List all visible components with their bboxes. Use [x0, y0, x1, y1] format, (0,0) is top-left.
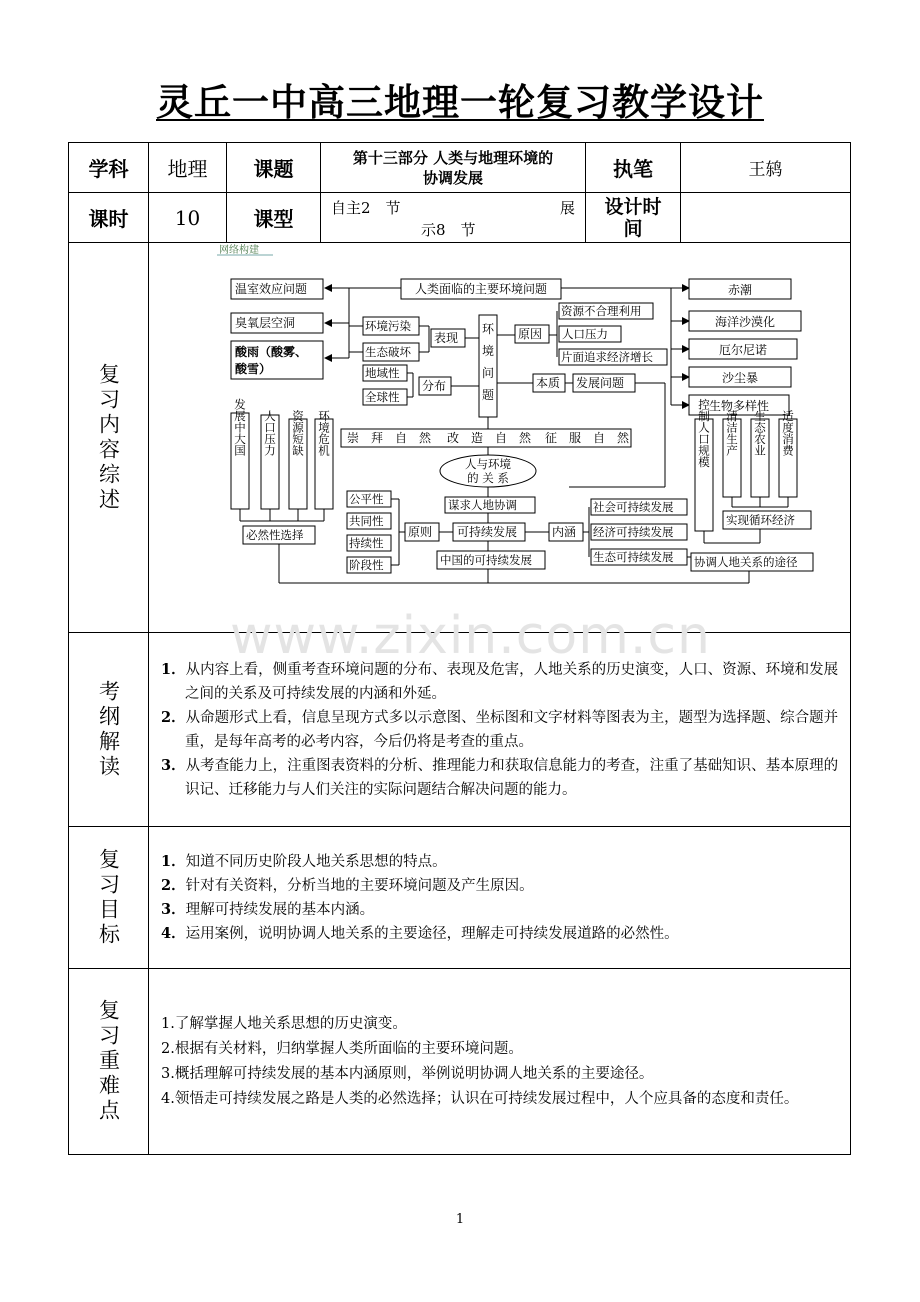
- syllabus-row: [69, 633, 851, 827]
- sandstorm-text: 沙尘暴: [721, 371, 759, 385]
- goals-cell: [149, 827, 851, 969]
- eco-damage-text: 生态破坏: [365, 345, 411, 359]
- goals-list: [149, 850, 850, 946]
- stage-3-text: 征 服 自 然: [545, 431, 630, 445]
- principle-item-3-text: 持续性: [349, 536, 384, 550]
- pollution-text: 环境污染: [365, 319, 411, 333]
- goal-num-1: 1．: [161, 852, 186, 870]
- subject-label: 学科: [69, 143, 149, 193]
- main-env-problems-text: 人类面临的主要环境问题: [414, 282, 548, 296]
- acid-rain-text1: 酸雨（酸雾、: [235, 345, 308, 359]
- goals-label: 复习目标: [96, 847, 121, 948]
- goal-item-2: [161, 874, 840, 898]
- key-points-row: [69, 969, 851, 1155]
- env-issue-char-2: 境: [481, 344, 495, 358]
- factor-3-text: 资源短缺: [291, 410, 305, 456]
- design-time-value: [681, 193, 851, 243]
- goals-row: [69, 827, 851, 969]
- syllabus-item-1: [161, 658, 840, 706]
- syllabus-num-2: 2．: [161, 708, 186, 726]
- author-value: 王鸫: [681, 143, 851, 193]
- goal-text-2: 针对有关资料，分析当地的主要环境问题及产生原因。: [185, 877, 534, 894]
- goal-item-3: [161, 898, 840, 922]
- overview-label: 复习内容综述: [96, 362, 121, 513]
- distribution-text: 分布: [422, 379, 447, 393]
- global-text: 全球性: [365, 390, 400, 404]
- info-row-2: [69, 193, 851, 243]
- relation-line2: 的 关 系: [467, 471, 509, 485]
- connotation-text: 内涵: [552, 525, 577, 539]
- ozone-text: 臭氧层空洞: [235, 316, 296, 330]
- syllabus-list: [149, 658, 850, 802]
- seek-text: 谋求人地协调: [448, 498, 517, 512]
- hours-value: 10: [149, 193, 227, 243]
- principle-text: 原则: [408, 525, 433, 539]
- essence-text: 本质: [536, 376, 561, 390]
- principle-item-4-text: 阶段性: [349, 558, 384, 572]
- biodiversity-text: 生物多样性: [708, 399, 770, 413]
- goal-text-3: 理解可持续发展的基本内涵。: [185, 901, 375, 918]
- author-label: 执笔: [586, 143, 681, 193]
- env-issue-char-4: 题: [481, 388, 495, 402]
- goal-num-3: 3．: [161, 900, 186, 918]
- china-sd-text: 中国的可持续发展: [440, 553, 532, 567]
- sd-type-3-text: 生态可持续发展: [593, 550, 674, 564]
- lesson-design-table: [68, 142, 851, 1155]
- type-line1b: 展: [559, 198, 575, 217]
- env-issue-char-1: 环: [481, 322, 495, 336]
- sustainable-text: 可持续发展: [457, 525, 518, 539]
- syllabus-text-2: 从命题形式上看，信息呈现方式多以示意图、坐标图和文字材料等图表为主，题型为选择题、综合题并重，是每年高考的必考内容，今后仍将是考查的重点。: [185, 709, 839, 750]
- stage-1-text: 崇 拜 自 然: [347, 431, 432, 445]
- cause-2-text: 人口压力: [562, 327, 608, 341]
- el-nino-text: 厄尔尼诺: [718, 343, 768, 357]
- manifest-text: 表现: [434, 331, 459, 345]
- type-value: [321, 193, 586, 243]
- cause-3-text: 片面追求经济增长: [561, 350, 653, 364]
- development-issue-text: 发展问题: [576, 376, 625, 390]
- info-row-1: [69, 143, 851, 193]
- type-line2: 示8 节: [421, 220, 476, 239]
- key-point-1: 1.了解掌握人地关系思想的历史演变。: [161, 1015, 407, 1032]
- key-points-cell: [149, 969, 851, 1155]
- goal-item-4: [161, 922, 840, 946]
- topic-value: 第十三部分 人类与地理环境的协调发展: [321, 143, 586, 193]
- necessity-text: 必然性选择: [246, 528, 304, 542]
- cause-1-text: 资源不合理利用: [561, 304, 642, 318]
- sd-type-2-text: 经济可持续发展: [593, 525, 674, 539]
- syllabus-text-1: 从内容上看，侧重考查环境问题的分布、表现及危害，人地关系的历史演变，人口、资源、环境和发展之间的关系及可持续发展的内涵和外延。: [185, 661, 839, 702]
- overview-row: [69, 243, 851, 633]
- red-tide-text: 赤潮: [727, 283, 753, 297]
- syllabus-num-1: 1．: [161, 660, 186, 678]
- diagram-corner-label: 网络构建: [219, 245, 259, 256]
- env-issue-char-3: 问: [481, 366, 495, 380]
- syllabus-item-2: [161, 706, 840, 754]
- factor-4-text: 环境危机: [317, 410, 331, 456]
- coordinate-ways-text: 协调人地关系的途径: [694, 555, 798, 569]
- page-title: 灵丘一中高三地理一轮复习教学设计: [156, 80, 764, 124]
- watermark: www.zixin.com.cn: [230, 606, 711, 666]
- syllabus-label: 考纲解读: [96, 679, 121, 780]
- sd-type-1-text: 社会可持续发展: [593, 500, 674, 514]
- way-3-text: 生态农业: [753, 410, 767, 456]
- regional-text: 地域性: [365, 366, 400, 380]
- greenhouse-text: 温室效应问题: [235, 282, 308, 296]
- goal-num-2: 2．: [161, 876, 186, 894]
- relation-line1: 人与环境: [465, 457, 511, 471]
- hours-label: 课时: [69, 193, 149, 243]
- way-2-text: 清洁生产: [725, 410, 739, 456]
- goal-item-1: [161, 850, 840, 874]
- acid-rain-text2: 酸雪）: [235, 362, 272, 376]
- principle-item-1-text: 公平性: [349, 492, 384, 506]
- principle-item-2-text: 共同性: [349, 514, 384, 528]
- way-4-text: 适度消费: [781, 410, 795, 456]
- key-point-2: 2.根据有关材料，归纳掌握人类所面临的主要环境问题。: [161, 1040, 523, 1057]
- ocean-desert-text: 海洋沙漠化: [714, 315, 776, 329]
- goal-num-4: 4．: [161, 924, 186, 942]
- factor-1-text: 发展中大国: [233, 398, 247, 456]
- type-label: 课型: [227, 193, 321, 243]
- stage-2-text: 改 造 自 然: [447, 431, 532, 445]
- topic-label: 课题: [227, 143, 321, 193]
- syllabus-item-3: [161, 754, 840, 802]
- factor-2-text: 人口压力: [263, 410, 277, 456]
- goal-text-1: 知道不同历史阶段人地关系思想的特点。: [185, 853, 447, 870]
- syllabus-cell: [149, 633, 851, 827]
- type-line1a: 自主2 节: [331, 198, 401, 217]
- page-number: 1: [455, 1212, 465, 1227]
- design-time-label: 设计时间: [586, 193, 681, 243]
- key-points-label: 复习重难点: [96, 999, 121, 1124]
- key-point-3: 3.概括理解可持续发展的基本内涵原则，举例说明协调人地关系的主要途径。: [161, 1065, 654, 1082]
- overview-cell: [149, 243, 851, 633]
- key-point-4: 4.领悟走可持续发展之路是人类的必然选择；认识在可持续发展过程中，人个应具备的态度和责任。: [161, 1090, 799, 1107]
- syllabus-num-3: 3．: [161, 756, 186, 774]
- syllabus-text-3: 从考查能力上，注重图表资料的分析、推理能力和获取信息能力的考查，注重了基础知识、基本原理的识记、迁移能力与人们关注的实际问题结合解决问题的能力。: [185, 757, 839, 798]
- cause-text: 原因: [518, 327, 543, 341]
- way-1-text: 控制人口规模: [697, 398, 711, 468]
- knowledge-network-diagram: [149, 243, 851, 631]
- subject-value: 地理: [149, 143, 227, 193]
- circular-text: 实现循环经济: [726, 513, 795, 527]
- key-points-list: [149, 1012, 850, 1112]
- goal-text-4: 运用案例，说明协调人地关系的主要途径，理解走可持续发展道路的必然性。: [185, 925, 679, 942]
